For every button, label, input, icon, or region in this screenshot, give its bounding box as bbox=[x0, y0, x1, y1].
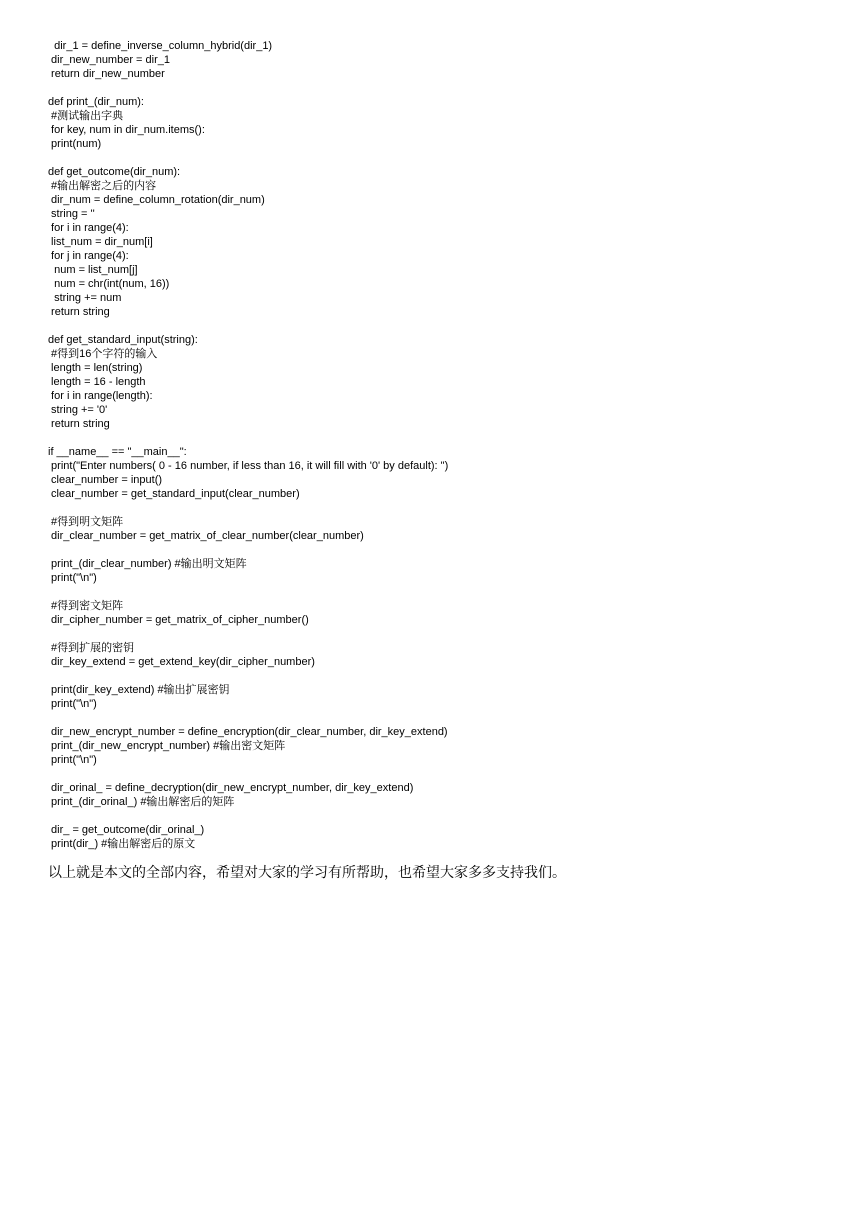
code-line: dir_1 = define_inverse_column_hybrid(dir_1) bbox=[48, 40, 273, 52]
code-line: print_(dir_clear_number) #输出明文矩阵 bbox=[48, 558, 247, 570]
code-line: def print_(dir_num): bbox=[48, 96, 144, 108]
code-line: print(dir_key_extend) #输出扩展密钥 bbox=[48, 684, 230, 696]
code-line: return string bbox=[48, 418, 110, 430]
code-line: print("Enter numbers( 0 - 16 number, if less than 16, it will fill with '0' by default): ") bbox=[48, 460, 449, 472]
code-line: list_num = dir_num[i] bbox=[48, 236, 153, 248]
code-line: print("\n") bbox=[48, 754, 97, 766]
code-line: dir_num = define_column_rotation(dir_num) bbox=[48, 194, 265, 206]
code-line: #得到密文矩阵 bbox=[48, 600, 124, 612]
code-line: dir_cipher_number = get_matrix_of_cipher_number() bbox=[48, 614, 309, 626]
code-line: for i in range(length): bbox=[48, 390, 153, 402]
code-line: print(dir_) #输出解密后的原文 bbox=[48, 838, 196, 850]
code-blank-line bbox=[48, 711, 828, 725]
code-line: dir_new_encrypt_number = define_encryption(dir_clear_number, dir_key_extend) bbox=[48, 726, 448, 738]
code-line: print(num) bbox=[48, 138, 102, 150]
code-line: string = '' bbox=[48, 208, 95, 220]
code-line: #得到扩展的密钥 bbox=[48, 642, 135, 654]
code-line: dir_new_number = dir_1 bbox=[48, 54, 170, 66]
code-line: string += num bbox=[48, 292, 122, 304]
code-line: #测试输出字典 bbox=[48, 110, 124, 122]
code-line: print_(dir_new_encrypt_number) #输出密文矩阵 bbox=[48, 740, 286, 752]
code-line: #得到明文矩阵 bbox=[48, 516, 124, 528]
code-line: print_(dir_orinal_) #输出解密后的矩阵 bbox=[48, 796, 235, 808]
code-line: dir_ = get_outcome(dir_orinal_) bbox=[48, 824, 205, 836]
code-line: length = len(string) bbox=[48, 362, 143, 374]
code-line: length = 16 - length bbox=[48, 376, 146, 388]
code-blank-line bbox=[48, 767, 828, 781]
code-line: dir_orinal_ = define_decryption(dir_new_encrypt_number, dir_key_extend) bbox=[48, 782, 414, 794]
code-blank-line bbox=[48, 319, 828, 333]
code-blank-line bbox=[48, 543, 828, 557]
code-line: dir_clear_number = get_matrix_of_clear_number(clear_number) bbox=[48, 530, 364, 542]
code-line: if __name__ == "__main__": bbox=[48, 446, 187, 458]
code-line: for key, num in dir_num.items(): bbox=[48, 124, 205, 136]
code-line: #输出解密之后的内容 bbox=[48, 180, 157, 192]
code-line: num = list_num[j] bbox=[48, 264, 138, 276]
code-line: string += '0' bbox=[48, 404, 108, 416]
code-line: for j in range(4): bbox=[48, 250, 129, 262]
code-line: for i in range(4): bbox=[48, 222, 129, 234]
code-blank-line bbox=[48, 501, 828, 515]
code-block bbox=[48, 39, 828, 851]
code-blank-line bbox=[48, 627, 828, 641]
code-blank-line bbox=[48, 151, 828, 165]
code-line: def get_standard_input(string): bbox=[48, 334, 198, 346]
code-line: print("\n") bbox=[48, 572, 97, 584]
code-line: clear_number = get_standard_input(clear_number) bbox=[48, 488, 300, 500]
code-line: return dir_new_number bbox=[48, 68, 165, 80]
code-line: print("\n") bbox=[48, 698, 97, 710]
code-line: #得到16个字符的输入 bbox=[48, 348, 158, 360]
code-blank-line bbox=[48, 809, 828, 823]
code-blank-line bbox=[48, 585, 828, 599]
code-blank-line bbox=[48, 81, 828, 95]
code-line: return string bbox=[48, 306, 110, 318]
code-blank-line bbox=[48, 431, 828, 445]
code-line: def get_outcome(dir_num): bbox=[48, 166, 181, 178]
code-line: dir_key_extend = get_extend_key(dir_cipher_number) bbox=[48, 656, 315, 668]
code-line: clear_number = input() bbox=[48, 474, 163, 486]
closing-paragraph: 以上就是本文的全部内容，希望对大家的学习有所帮助，也希望大家多多支持我们。 bbox=[48, 865, 566, 881]
code-line: num = chr(int(num, 16)) bbox=[48, 278, 170, 290]
code-blank-line bbox=[48, 669, 828, 683]
